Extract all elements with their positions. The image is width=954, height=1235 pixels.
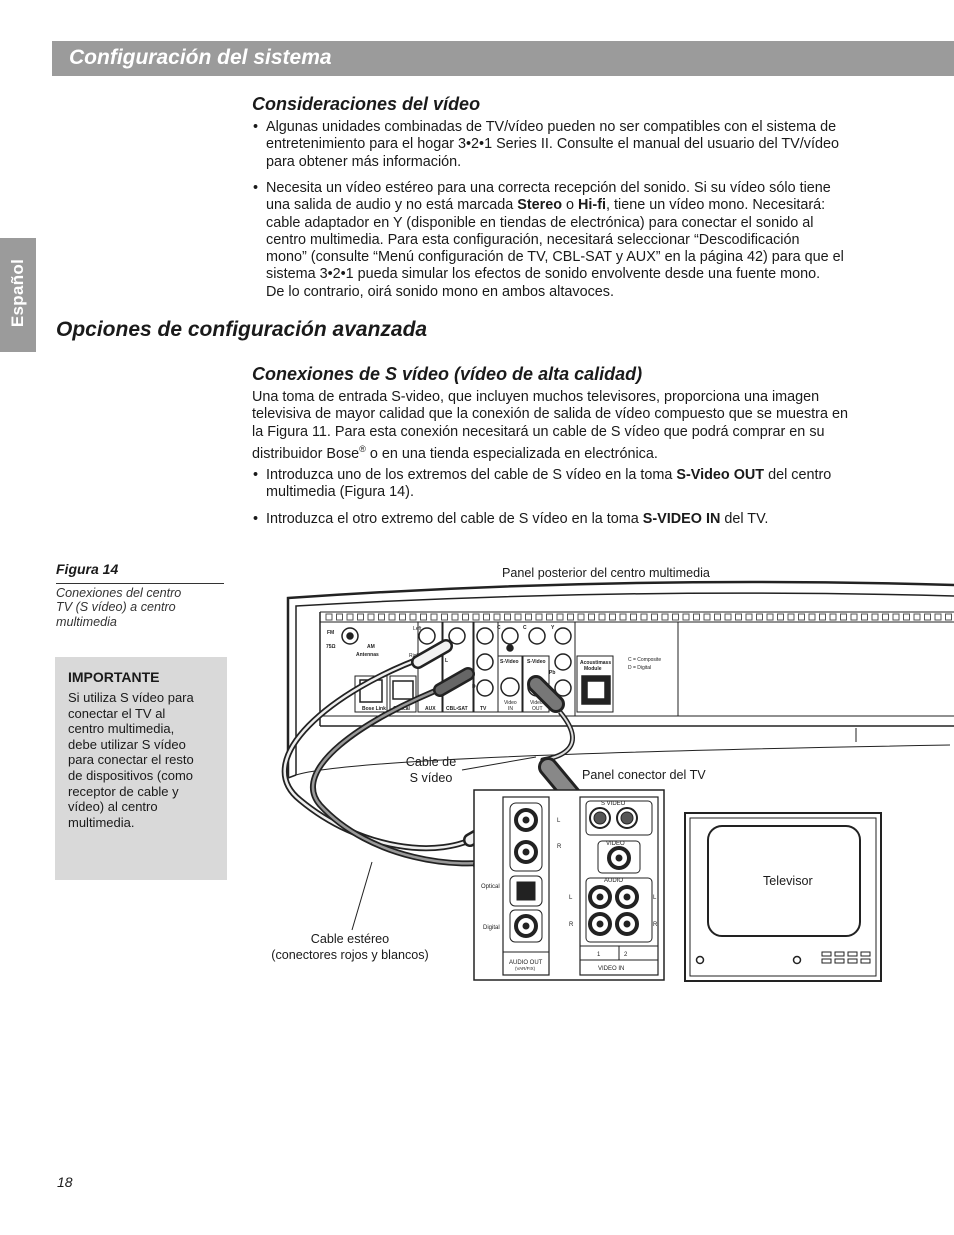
vent-slot xyxy=(662,614,668,620)
svideo-in-jack xyxy=(501,678,519,696)
vent-slot xyxy=(347,614,353,620)
text-line: televisiva de mayor calidad que la conexión de salida de vídeo compuesto que se muestra en xyxy=(252,406,848,423)
vent-slot xyxy=(400,614,406,620)
caption-line: TV (S vídeo) a centro xyxy=(56,600,176,615)
video-out-label-1: Video xyxy=(530,700,543,706)
vent-slot xyxy=(883,614,889,620)
text-run: del centro xyxy=(764,467,832,483)
pb-jack xyxy=(555,654,571,670)
acoustimass-port-inner xyxy=(587,681,605,699)
tv-audio-out-label: AUDIO OUT xyxy=(509,960,543,966)
tv-screen xyxy=(708,826,860,936)
text-run: o en una tienda especializada en electrónica. xyxy=(365,445,658,462)
rear-vent-slots xyxy=(326,614,952,620)
indicator-dot xyxy=(507,645,513,651)
vent-slot xyxy=(547,614,553,620)
tv-power-button xyxy=(697,957,704,964)
text-run: del TV. xyxy=(720,511,769,527)
vent-slot xyxy=(767,614,773,620)
text-line: vídeo) al centro xyxy=(68,799,158,815)
vent-slot xyxy=(935,614,941,620)
acoustimass-label-2: Module xyxy=(584,666,602,672)
vent-slot xyxy=(515,614,521,620)
tv-input-2-label: 2 xyxy=(624,952,628,958)
legend-digital: D = Digital xyxy=(628,665,652,671)
video-considerations-heading: Consideraciones del vídeo xyxy=(252,94,481,114)
vent-slot xyxy=(526,614,532,620)
c-jack-2 xyxy=(529,628,545,644)
tv-right-jack xyxy=(477,654,493,670)
text-run: , tiene un vídeo mono. Necesitará: xyxy=(606,197,826,214)
d-label: D xyxy=(472,684,476,690)
video-in-label-2: IN xyxy=(508,706,513,712)
vent-slot xyxy=(736,614,742,620)
text-run: una salida de audio y no está marcada xyxy=(266,197,518,214)
vent-slot xyxy=(473,614,479,620)
text-line: de dispositivos (como xyxy=(68,767,193,783)
aux-label: AUX xyxy=(425,706,436,712)
page-title: Configuración del sistema xyxy=(69,46,332,69)
tv-panel-label: Panel conector del TV xyxy=(582,768,706,782)
tv-input-label: TV xyxy=(480,706,487,712)
text-line: conectar el TV al xyxy=(68,705,166,721)
tv-r-label: R xyxy=(557,844,562,850)
r-label: R xyxy=(445,684,449,690)
vent-slot xyxy=(578,614,584,620)
tv-l-label: L xyxy=(557,818,561,824)
vent-slot xyxy=(820,614,826,620)
text-run: Introduzca uno de los extremos del cable de S vídeo en la toma xyxy=(266,467,677,483)
tv-audio-label: AUDIO xyxy=(604,878,624,884)
c-label-2: C xyxy=(523,625,527,631)
vent-slot xyxy=(925,614,931,620)
left-label: Left xyxy=(413,626,422,632)
figure-label: Figura 14 xyxy=(56,561,119,577)
vent-slot xyxy=(442,614,448,620)
jack-pin xyxy=(523,849,529,855)
caption-line: multimedia xyxy=(56,614,117,629)
video-in-label-1: Video xyxy=(504,700,517,706)
vent-slot xyxy=(757,614,763,620)
vent-slot xyxy=(379,614,385,620)
caption-line: Conexiones del centro xyxy=(56,586,182,600)
registered-mark: ® xyxy=(359,443,366,454)
vent-slot xyxy=(946,614,952,620)
vent-slot xyxy=(841,614,847,620)
c-label: C xyxy=(497,625,501,631)
vent-slot xyxy=(904,614,910,620)
jack-pin xyxy=(624,894,630,900)
tv-left-jack xyxy=(477,628,493,644)
vent-slot xyxy=(431,614,437,620)
text-line: centro multimedia. Para esta configuración, necesitará seleccionar “Descodificación xyxy=(266,231,800,248)
text-line: receptor de cable y xyxy=(68,783,179,799)
pr-label: Pr xyxy=(549,696,555,702)
stereo-term: Stereo xyxy=(517,197,563,214)
tv-input-1-label: 1 xyxy=(597,952,601,958)
text-line: la Figura 11. Para esta conexión necesitará un cable de S vídeo que podrá comprar en su xyxy=(252,423,825,440)
tv-digital-jack xyxy=(477,680,493,696)
text-line: entretenimiento para el hogar 3•2•1 Series II. Consulte el manual del usuario del TV/vídeo xyxy=(266,136,839,153)
text-line: para obtener más información. xyxy=(266,153,462,170)
right-label: Right xyxy=(409,653,421,659)
tv-digital-label: Digital xyxy=(483,925,500,931)
vent-slot xyxy=(778,614,784,620)
vent-slot xyxy=(620,614,626,620)
media-center-rear-panel xyxy=(288,582,954,778)
tv-control-buttons xyxy=(822,952,870,963)
vent-slot xyxy=(463,614,469,620)
text-line: para conectar el resto xyxy=(68,752,194,768)
cbl-sat-label: CBL•SAT xyxy=(446,706,468,712)
vent-slot xyxy=(652,614,658,620)
bose-link-label: Bose Link xyxy=(362,706,386,712)
text-line: Algunas unidades combinadas de TV/vídeo pueden no ser compatibles con el sistema de xyxy=(266,119,837,135)
page-number: 18 xyxy=(57,1174,73,1190)
jack-pin xyxy=(597,921,603,927)
vent-slot xyxy=(505,614,511,620)
text-line: sistema 3•2•1 pueda simular los efectos de sonido envolvente desde una fuente mono. xyxy=(266,266,821,283)
l-label: L xyxy=(445,658,449,664)
jack-pin xyxy=(624,921,630,927)
text-run: o xyxy=(562,197,579,214)
bullet-dot: • xyxy=(253,467,259,483)
text-line: Si utiliza S vídeo para xyxy=(68,690,194,705)
text-line: multimedia (Figura 14). xyxy=(266,484,414,501)
vent-slot xyxy=(536,614,542,620)
text-line: cable adaptador en Y (disponible en tiendas de electrónica) para conectar el sonido al xyxy=(266,214,814,231)
svideo-label-1: S-Video xyxy=(500,659,519,665)
bullet-dot: • xyxy=(253,119,259,135)
vent-slot xyxy=(694,614,700,620)
label-line: Cable de xyxy=(405,755,457,769)
am-label: AM xyxy=(367,644,375,650)
vent-slot xyxy=(368,614,374,620)
vent-slot xyxy=(914,614,920,620)
text-run: Introduzca el otro extremo del cable de S vídeo en la toma xyxy=(266,511,643,527)
vent-slot xyxy=(484,614,490,620)
tv-sensor xyxy=(794,957,801,964)
jack-pin xyxy=(594,812,606,824)
y-jack xyxy=(555,628,571,644)
vent-slot xyxy=(610,614,616,620)
svideo-in-term: S-VIDEO IN xyxy=(642,511,721,527)
jack-pin xyxy=(523,923,529,929)
rear-panel-label: Panel posterior del centro multimedia xyxy=(502,566,710,580)
tv-var-fix-label: (VAR/FIX) xyxy=(515,966,536,971)
tv-optical-port xyxy=(517,882,535,900)
optical-label: Optical xyxy=(393,706,410,712)
svideo-out-term: S-Video OUT xyxy=(676,467,765,483)
vent-slot xyxy=(673,614,679,620)
jack-pin xyxy=(597,894,603,900)
tv-audio-l-left: L xyxy=(569,895,573,901)
antennas-label: Antennas xyxy=(356,652,379,658)
vent-slot xyxy=(799,614,805,620)
left-jack xyxy=(419,628,435,644)
jack-pin xyxy=(621,812,633,824)
pb-label: Pb xyxy=(549,670,556,676)
acoustimass-label-1: Acoustimass xyxy=(580,660,612,666)
tv-audio-l-right: L xyxy=(653,895,657,901)
tv-s-video-label: S VIDEO xyxy=(601,801,626,807)
vent-slot xyxy=(568,614,574,620)
hifi-term: Hi-fi xyxy=(578,197,606,214)
important-title: IMPORTANTE xyxy=(68,669,160,685)
vent-slot xyxy=(358,614,364,620)
advanced-options-heading: Opciones de configuración avanzada xyxy=(56,318,428,341)
text-line: debe utilizar S vídeo xyxy=(68,736,186,752)
vent-slot xyxy=(410,614,416,620)
c-jack xyxy=(502,628,518,644)
legend-composite: C = Composite xyxy=(628,657,662,663)
svideo-heading: Conexiones de S vídeo (vídeo de alta calidad) xyxy=(252,364,643,384)
tv-audio-r-left: R xyxy=(569,922,574,928)
tv-video-label: VIDEO xyxy=(606,841,625,847)
bullet-dot: • xyxy=(253,180,259,196)
vent-slot xyxy=(872,614,878,620)
video-out-label-2: OUT xyxy=(532,706,543,712)
text-line: mono” (consulte “Menú configuración de TV, CBL-SAT y AUX” en la página 42) para que el xyxy=(266,249,844,266)
jack-pin xyxy=(523,817,529,823)
vent-slot xyxy=(725,614,731,620)
vent-slot xyxy=(893,614,899,620)
jack-pin xyxy=(616,855,622,861)
vent-slot xyxy=(809,614,815,620)
vent-slot xyxy=(452,614,458,620)
vent-slot xyxy=(715,614,721,620)
y-label: Y xyxy=(551,625,555,631)
vent-slot xyxy=(851,614,857,620)
vent-slot xyxy=(641,614,647,620)
text-line: Una toma de entrada S-video, que incluyen muchos televisores, proporciona una imagen xyxy=(252,389,820,405)
language-tab-label: Español xyxy=(8,258,27,328)
tv-connector-panel xyxy=(474,790,664,980)
text-run: distribuidor Bose xyxy=(252,445,360,462)
svideo-label-2: S-Video xyxy=(527,659,546,665)
tv-optical-label: Optical xyxy=(481,884,500,890)
vent-slot xyxy=(683,614,689,620)
vent-slot xyxy=(746,614,752,620)
text-line: multimedia. xyxy=(68,814,135,830)
optical-port xyxy=(393,681,413,699)
vent-slot xyxy=(557,614,563,620)
ohm-label: 75Ω xyxy=(326,644,336,650)
label-line: Cable estéreo xyxy=(310,932,390,946)
bullet-dot: • xyxy=(253,511,259,527)
vent-slot xyxy=(389,614,395,620)
fm-antenna-jack-center xyxy=(347,633,353,639)
vent-slot xyxy=(326,614,332,620)
rear-panel-jacks xyxy=(342,628,610,704)
tv-label: Televisor xyxy=(763,874,813,888)
vent-slot xyxy=(788,614,794,620)
text-line: Necesita un vídeo estéreo para una correcta recepción del sonido. Si su vídeo sólo tiene xyxy=(266,180,831,196)
vent-slot xyxy=(862,614,868,620)
vent-slot xyxy=(704,614,710,620)
vent-slot xyxy=(494,614,500,620)
text-line: De lo contrario, oirá sonido mono en ambos altavoces. xyxy=(266,283,614,300)
television xyxy=(685,813,881,981)
tv-audio-r-right: R xyxy=(653,922,658,928)
vent-slot xyxy=(421,614,427,620)
label-line: (conectores rojos y blancos) xyxy=(271,947,429,962)
vent-slot xyxy=(599,614,605,620)
vent-slot xyxy=(631,614,637,620)
vent-slot xyxy=(337,614,343,620)
vent-slot xyxy=(830,614,836,620)
vent-slot xyxy=(589,614,595,620)
tv-video-in-label: VIDEO IN xyxy=(598,966,625,972)
text-line: centro multimedia, xyxy=(68,721,175,737)
label-line: S vídeo xyxy=(409,770,453,785)
fm-label: FM xyxy=(327,630,335,636)
